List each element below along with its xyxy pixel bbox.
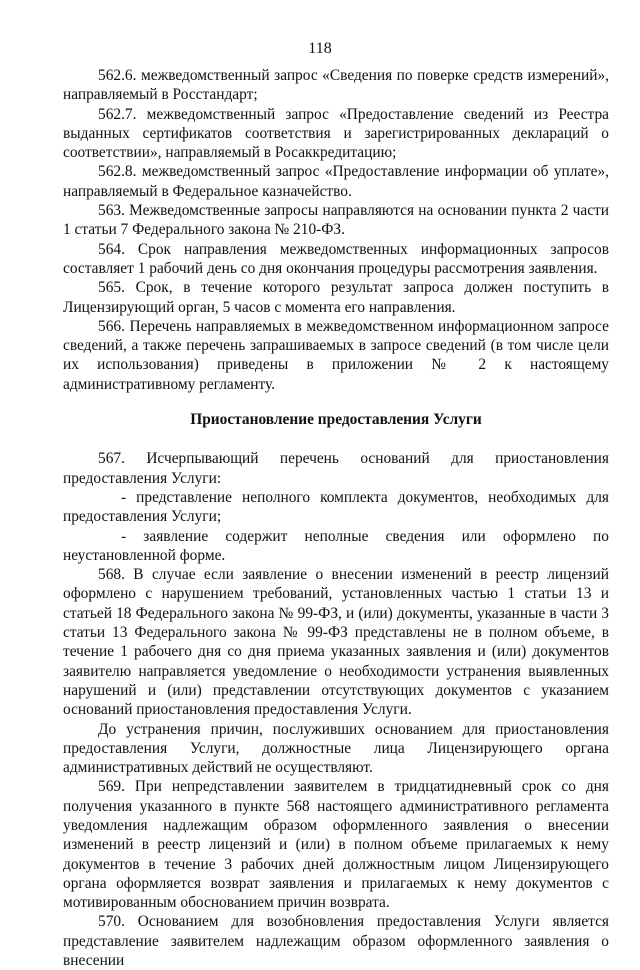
paragraph-562-8: 562.8. межведомственный запрос «Предоставление информации об уплате», направляемый в Федеральное казначейство.	[63, 163, 609, 200]
paragraph-567: 567. Исчерпывающий перечень оснований для приостановления предоставления Услуги:	[63, 450, 609, 487]
paragraph-562-6: 562.6. межведомственный запрос «Сведения по поверке средств измерений», направляемый в Росстандарт;	[63, 67, 609, 104]
paragraph-569: 569. При непредставлении заявителем в тридцатидневный срок со дня получения указанного в пункте 568 настоящего административного регламента уведомления надлежащим образом оформленного заявления о внесении изменений в реестр лицензий и (или) в полном объеме прилагаемых к нему документов в течение 3 рабочих дней должностным лицом Лицензирующего органа оформляется возврат заявления и прилагаемых к нему документов с мотивированным обоснованием причин возврата.	[63, 778, 609, 912]
section-heading: Приостановление предоставления Услуги	[190, 411, 482, 429]
document-body	[63, 66, 609, 970]
list-item-incomplete-documents: - представление неполного комплекта документов, необходимых для предоставления Услуги;	[63, 488, 609, 526]
paragraph-563: 563. Межведомственные запросы направляются на основании пункта 2 части 1 статьи 7 Федерального закона № 210-ФЗ.	[63, 202, 609, 239]
paragraph-568-note: До устранения причин, послуживших основанием для приостановления предоставления Услуги, должностные лица Лицензирующего органа административных действий не осуществляют.	[63, 720, 609, 777]
paragraph-562-7: 562.7. межведомственный запрос «Предоставление сведений из Реестра выданных сертификатов соответствия и зарегистрированных деклараций о соответствии», направляемый в Росаккредитацию;	[63, 105, 609, 162]
paragraph-570: 570. Основанием для возобновления предоставления Услуги является представление заявителем надлежащим образом оформленного заявления о внесении	[63, 913, 609, 970]
paragraph-565: 565. Срок, в течение которого результат запроса должен поступить в Лицензирующий орган, 5 часов с момента его направления.	[63, 279, 609, 316]
page-number: 118	[308, 40, 332, 57]
list-item-incomplete-information: - заявление содержит неполные сведения или оформлено по неустановленной форме.	[63, 527, 609, 564]
paragraph-568: 568. В случае если заявление о внесении изменений в реестр лицензий оформлено с нарушением требований, установленных частью 1 статьи 13 и статьей 18 Федерального закона № 99-ФЗ, и (или) документы, указанные в части 3 статьи 13 Федерального закона № 99-ФЗ представлены не в полном объеме, в течение 1 рабочего дня со дня приема указанных заявления и (или) документов заявителю направляется уведомление о необходимости устранения выявленных нарушений и (или) представлении отсутствующих документов с указанием оснований приостановления предоставления Услуги.	[63, 566, 609, 719]
paragraph-566: 566. Перечень направляемых в межведомственном информационном запросе сведений, а также перечень запрашиваемых в запросе сведений (в том числе цели их использования) приведены в приложении № 2 к настоящему административному регламенту.	[63, 317, 609, 393]
paragraph-564: 564. Срок направления межведомственных информационных запросов составляет 1 рабочий день со дня окончания процедуры рассмотрения заявления.	[63, 240, 609, 277]
